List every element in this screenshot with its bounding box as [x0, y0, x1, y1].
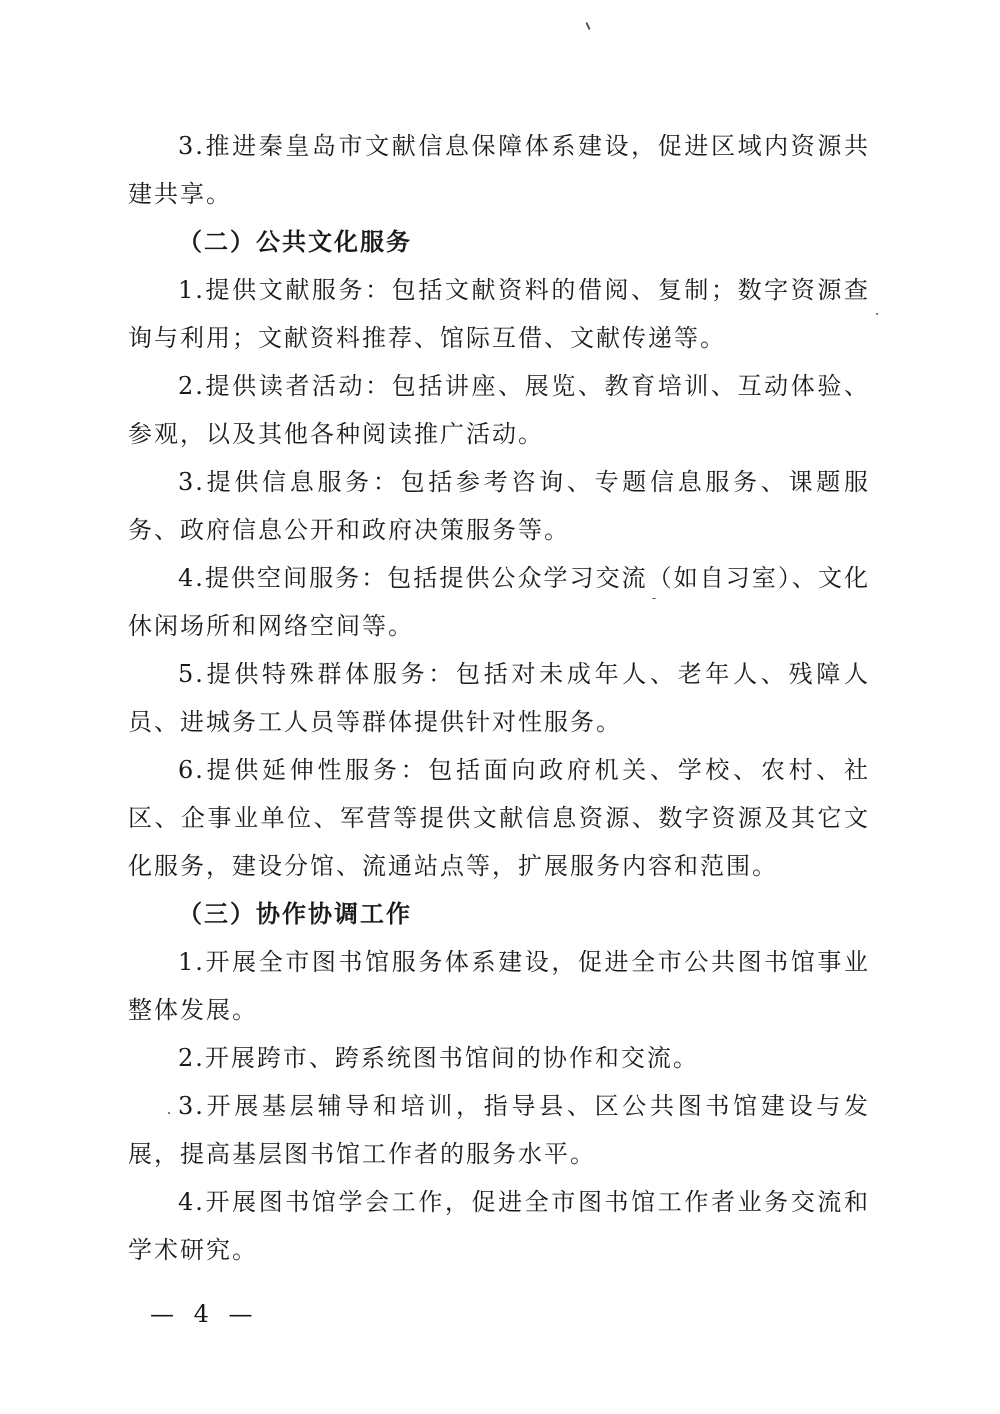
page-number: — 4 — — [150, 1300, 259, 1328]
paragraph-cross-system-cooperation: 2.开展跨市、跨系统图书馆间的协作和交流。 — [178, 1044, 699, 1072]
paragraph-special-group-services: 5.提供特殊群体服务：包括对未成年人、老年人、残障人员、进城务工人员等群体提供针对性服务。 — [128, 660, 870, 736]
scan-speck — [876, 313, 878, 315]
paragraph-resource-sharing: 3.推进秦皇岛市文献信息保障体系建设，促进区域内资源共建共享。 — [128, 132, 870, 208]
document-body — [128, 122, 870, 1274]
paragraph-service-system: 1.开展全市图书馆服务体系建设，促进全市公共图书馆事业整体发展。 — [128, 948, 870, 1024]
paragraph-literature-services: 1.提供文献服务：包括文献资料的借阅、复制；数字资源查询与利用；文献资料推荐、馆际互借、文献传递等。 — [128, 276, 870, 352]
scan-speck — [168, 1112, 170, 1114]
scan-speck — [652, 598, 656, 599]
paragraph-extended-services: 6.提供延伸性服务：包括面向政府机关、学校、农村、社区、企事业单位、军营等提供文献信息资源、数字资源及其它文化服务，建设分馆、流通站点等，扩展服务内容和范围。 — [128, 756, 870, 880]
section-heading-public-cultural-services: （二）公共文化服务 — [178, 228, 412, 256]
scan-speck — [585, 22, 590, 30]
paragraph-reader-activities: 2.提供读者活动：包括讲座、展览、教育培训、互动体验、参观，以及其他各种阅读推广活动。 — [128, 372, 870, 448]
paragraph-grassroots-training: 3.开展基层辅导和培训，指导县、区公共图书馆建设与发展，提高基层图书馆工作者的服务水平。 — [128, 1092, 870, 1168]
paragraph-space-services: 4.提供空间服务：包括提供公众学习交流（如自习室）、文化休闲场所和网络空间等。 — [128, 564, 870, 640]
paragraph-library-society: 4.开展图书馆学会工作，促进全市图书馆工作者业务交流和学术研究。 — [128, 1188, 870, 1264]
section-heading-coordination-work: （三）协作协调工作 — [178, 900, 412, 928]
paragraph-information-services: 3.提供信息服务：包括参考咨询、专题信息服务、课题服务、政府信息公开和政府决策服务等。 — [128, 468, 870, 544]
